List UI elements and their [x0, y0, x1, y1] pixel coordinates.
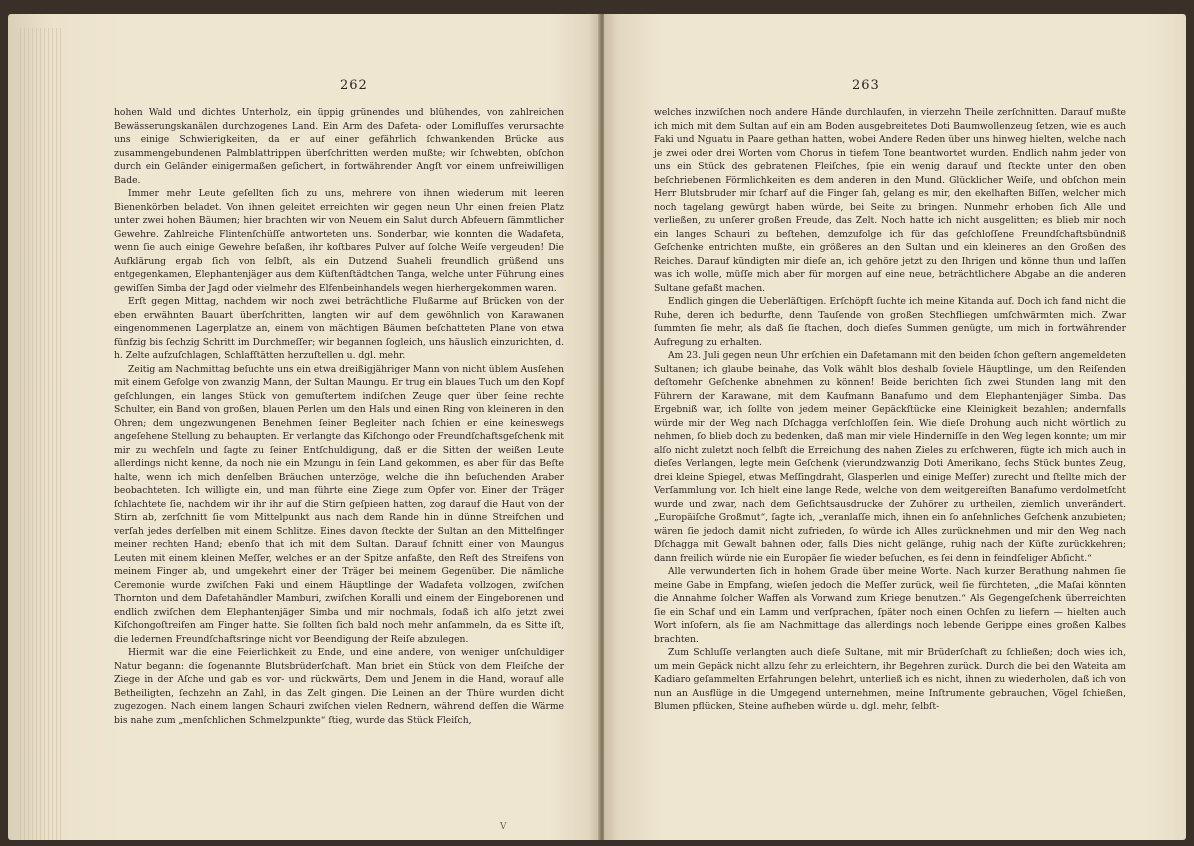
left-page-number: 262: [340, 78, 368, 93]
paragraph: Immer mehr Leute geſellten ſich zu uns, mehrere von ihnen wiederum mit leeren Bienenkörben beladet. Von ihnen geleitet erreichten wir gegen neun Uhr einen freien Platz unter zwei hohen Bäumen; hier brachten wir von Neuem ein Salut durch Abfeuern ſämmtlicher Gewehre. Zahlreiche Flintenſchüſſe antworteten uns. Sonderbar, wie konnten die Wadafeta, wenn ſie auch einige Gewehre beſaßen, ihr koſtbares Pulver auf ſolche Weiſe vergeuden! Die Aufklärung ergab ſich von ſelbſt, als ein Dutzend Suaheli freundlich grüßend uns entgegenkamen, Elephantenjäger aus dem Küſtenſtädtchen Tanga, welche unter Führung eines gewiſſen Simba der Jagd oder vielmehr des Elfenbeinhandels wegen hierhergekommen waren.: [114, 188, 564, 294]
paragraph: Hiermit war die eine Feierlichkeit zu Ende, und eine andere, von weniger unſchuldiger Natur begann: die ſogenannte Blutsbrüderſchaft. Man briet ein Stück von dem Fleiſche der Ziege in der Aſche und gab es vor- und rückwärts, Dem und Jenem in die Hand, worauf alle Betheiligten, ſechzehn an Zahl, in das Zelt gingen. Die Leinen an der Thüre wurden dicht zugezogen. Nach einem langen Schauri zwiſchen vielen Rednern, während deſſen die Wärme bis nahe zum „menſchlichen Schmelzpunkte“ ſtieg, wurde das Stück Fleiſch,: [114, 647, 564, 726]
signature-mark: V: [500, 822, 507, 832]
paragraph: Endlich gingen die Ueberläſtigen. Erſchöpft ſuchte ich meine Kitanda auf. Doch ich fand nicht die Ruhe, deren ich bedurfte, denn Tauſende von großen Stechfliegen umſchwärmten mich. Zwar ſummten ſie mehr, als daß ſie ſtachen, doch dieſes Summen genügte, um mich in fortwährender Aufregung zu erhalten.: [654, 296, 1126, 348]
paragraph: hohen Wald und dichtes Unterholz, ein üppig grünendes und blühendes, von zahlreichen Bewässerungskanälen durchzogenes Land. Ein Arm des Dafeta- oder Lomifluſſes verursachte uns einige Schwierigkeiten, da er auf einer gefährlich ſchwankenden Brücke aus zusammengebundenen Palmblattrippen überſchritten werden mußte; wir ſchwebten, obſchon durch ein Geländer einigermaßen geſichert, in fortwährender Angſt vor einem unfreiwilligen Bade.: [114, 107, 564, 186]
paragraph: Am 23. Juli gegen neun Uhr erſchien ein Dafetamann mit den beiden ſchon geſtern angemeldeten Sultanen; ich glaube beinahe, das Volk wählt blos deshalb ſoviele Häuptlinge, um den Reiſenden deſtomehr Geſchenke abnehmen zu können! Beide berichten ſich zwei Stunden lang mit den Führern der Karawane, mit dem Kaufmann Banafumo und dem Elephantenjäger Simba. Das Ergebniß war, ich ſollte von jedem meiner Gepäckſtücke eine Kleinigkeit bezahlen; andernfalls würde mir der Weg nach Dſchagga verſchloſſen ſein. Wie dieſe Drohung auch nicht wörtlich zu nehmen, ſo blieb doch zu bedenken, daß man mir viele Hinderniſſe in den Weg legen konnte; um mir alſo nicht zuletzt noch ſelbſt die Erreichung des nahen Zieles zu erſchweren, fügte ich mich auch in dieſes Verlangen, legte mein Geſchenk (vierundzwanzig Doti Amerikano, ſechs Stück buntes Zeug, drei kleine Spiegel, etwas Meſſingdraht, Glasperlen und einige Meſſer) zurecht und ſtellte mich der Verſammlung vor. Ich hielt eine lange Rede, welche von dem weitgereiſten Banafumo verdolmetſcht wurde und zwar, nach dem Geſichtsausdrucke der Zuhörer zu urtheilen, ziemlich unverändert. „Europäiſche Großmut“, ſagte ich, „veranlaſſe mich, ihnen ein ſo anſehnliches Geſchenk anzubieten; wären ſie jedoch damit nicht zufrieden, ſo würde ich Alles zurücknehmen und mir den Weg nach Dſchagga mit Gewalt bahnen oder, falls Dies nicht gelänge, ruhig nach der Küſte zurückkehren; dann freilich würde nie ein Europäer ſie wieder beſuchen, es ſei denn in feindſeliger Abſicht.“: [654, 350, 1126, 564]
right-page-number: 263: [852, 78, 880, 93]
paragraph: welches inzwiſchen noch andere Hände durchlaufen, in vierzehn Theile zerſchnitten. Darauf mußte ich mich mit dem Sultan auf ein am Boden ausgebreitetes Doti Baumwollenzeug ſetzen, wie es auch Faki und Nguatu in Paare gethan hatten, wobei Andere Reden über uns hinweg hielten, welche nach je zwei oder drei Worten vom Chorus in tiefem Tone beantwortet wurden. Endlich nahm jeder von uns ein Stück des gebratenen Fleiſches, ſpie ein wenig darauf und ſteckte unter den oben beſchriebenen Förmlichkeiten es dem anderen in den Mund. Glücklicher Weiſe, und obſchon mein Herr Blutsbruder mir ſcharf auf die Finger ſah, gelang es mir, den ekelhaften Biſſen, welcher mich noch tagelang gewürgt haben würde, bei Seite zu bringen. Nunmehr erhoben ſich Alle und verließen, zu unſerer großen Freude, das Zelt. Noch hatte ich nicht ausgelitten; es blieb mir noch ein langes Schauri zu beſtehen, demzufolge ich für das geſchloſſene Freundſchaftsbündniß Geſchenke entrichten mußte, ein größeres an den Sultan und ein kleineres an den Großen des Reiches. Darauf kündigten mir dieſe an, ich gehöre jetzt zu den Ihrigen und könne thun und laſſen was ich wolle, müſſe mich aber für morgen auf eine neue, beträchtlichere Abgabe an die anderen Sultane gefaßt machen.: [654, 107, 1126, 294]
paragraph: Erſt gegen Mittag, nachdem wir noch zwei beträchtliche Flußarme auf Brücken von der eben erwähnten Bauart überſchritten, langten wir auf dem gewöhnlich von Karawanen eingenommenen Lagerplatze an, einem von mächtigen Bäumen beſchatteten Plane von etwa fünfzig bis ſechzig Schritt im Durchmeſſer; wir begannen ſogleich, uns häuslich einzurichten, d. h. Zelte aufzuſchlagen, Schlafſtätten herzuſtellen u. dgl. mehr.: [114, 296, 564, 361]
right-page-body: [654, 106, 1126, 714]
page-edges: [20, 28, 62, 840]
left-page: [8, 14, 600, 840]
paragraph: Zum Schluſſe verlangten auch dieſe Sultane, mit mir Brüderſchaft zu ſchließen; doch wies ich, um mein Gepäck nicht allzu ſehr zu erleichtern, ihr Begehren zurück. Durch die bei den Wateita am Kadiaro geſammelten Erfahrungen belehrt, unterließ ich es nicht, ihnen zu wiederholen, daß ich von nun an Ausflüge in die Umgegend unternehmen, meine Inſtrumente gebrauchen, Vögel ſchießen, Blumen pflücken, Steine aufheben würde u. dgl. mehr, ſelbſt-: [654, 647, 1126, 712]
paragraph: Alle verwunderten ſich in hohem Grade über meine Worte. Nach kurzer Berathung nahmen ſie meine Gabe in Empfang, wieſen jedoch die Meſſer zurück, weil ſie fürchteten, „die Maſai könnten die Annahme ſolcher Waffen als Vorwand zum Kriege benutzen.“ Als Gegengeſchenk überreichten ſie ein Schaf und ein Lamm und verſprachen, ſpäter noch einen Ochſen zu liefern — hielten auch Wort inſofern, als ſie am Nachmittage das allerdings noch lebende Gerippe eines großen Kalbes brachten.: [654, 566, 1126, 645]
right-page: [604, 14, 1186, 840]
left-page-body: [114, 106, 564, 727]
paragraph: Zeitig am Nachmittag beſuchte uns ein etwa dreißigjähriger Mann von nicht üblem Ausſehen mit einem Gefolge von zwanzig Mann, der Sultan Maungu. Er trug ein blaues Tuch um den Kopf geſchlungen, ein langes Stück von gemuſtertem indiſchen Zeuge quer über ſeine rechte Schulter, ein Band von großen, blauen Perlen um den Hals und einen Ring von kleineren in den Ohren; dem ungezwungenen Benehmen ſeiner Begleiter nach ſchien er eine keineswegs angeſehene Stellung zu behaupten. Er verlangte das Kiſchongo oder Freundſchaftsgeſchenk mit mir zu wechſeln und ſagte zu ſeiner Entſchuldigung, daß er die Sitten der weißen Leute allerdings nicht kenne, da noch nie ein Mzungu in ſein Land gekommen, es aber für das Beſte halte, wenn ich mich denſelben Bräuchen unterzöge, welche die ihn beſuchenden Araber beobachteten. Ich willigte ein, und man führte eine Ziege zum Opfer vor. Einer der Träger ſchlachtete ſie, nachdem wir ihr ihr auf die Stirn geſpieen hatten, zog darauf die Haut von der Stirn ab, zerſchnitt ſie vom Mittelpunkt aus nach dem Rande hin in dünne Streifchen und verſah jedes derſelben mit einem Schlitze. Eines davon ſteckte der Sultan an den Mittelfinger meiner rechten Hand; ebenſo that ich mit dem Sultan. Darauf ſchnitt einer von Maungus Leuten mit einem kleinen Meſſer, welches er an der Spitze anfaßte, den Reſt des Streifens von meinem Finger ab, und umgekehrt einer der Träger bei meinem Gegenüber. Die nämliche Ceremonie wurde zwiſchen Faki und einem Häuptlinge der Wadafeta vollzogen, zwiſchen Thornton und dem Dafetahändler Mamburi, zwiſchen Koralli und einem der Eingeborenen und endlich zwiſchen dem Elephantenjäger Simba und mir nochmals, ſodaß ich alſo jetzt zwei Kiſchongoſtreifen am Finger hatte. Sie ſollten ſich bald noch mehr anſammeln, da es Sitte iſt, die ledernen Freundſchaftsringe nicht vor Beendigung der Reiſe abzulegen.: [114, 363, 564, 645]
